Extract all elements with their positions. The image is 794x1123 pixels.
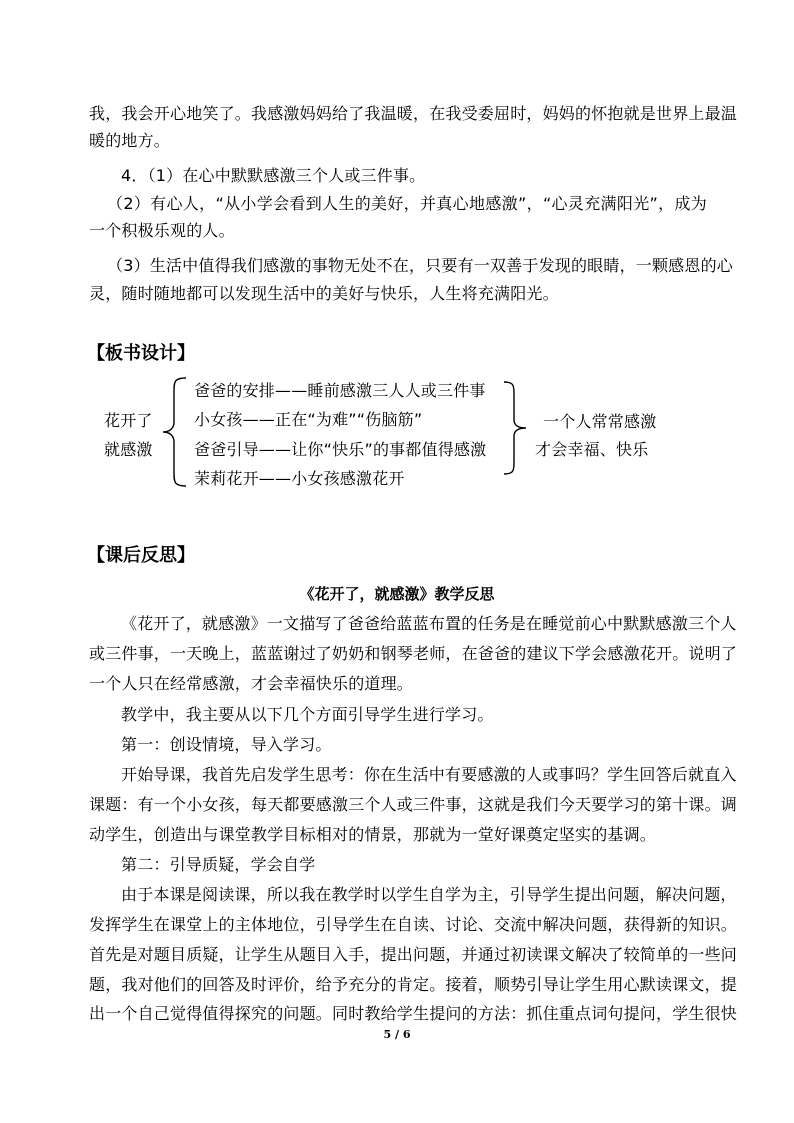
reflection-line: 题，我对他们的回答及时评价，给予充分的肯定。接着，顺势引导让学生用心默读课文，提 <box>89 975 738 994</box>
reflection-line: 动学生，创造出与课堂教学目标相对的情景，那就为一堂好课奠定坚实的基调。 <box>89 825 657 844</box>
answer-4-3-line1: （3）生活中值得我们感激的事物无处不在，只要有一双善于发现的眼睛，一颗感恩的心 <box>107 256 733 275</box>
reflection-line: 课题：有一个小女孩，每天都要感激三个人或三件事，这就是我们今天要学习的第十课。调 <box>89 795 738 814</box>
paragraph-line: 我，我会开心地笑了。我感激妈妈给了我温暖，在我受委屈时，妈妈的怀抱就是世界上最温 <box>89 104 738 123</box>
board-item: 小女孩——正在“为难”“伤脑筋” <box>194 410 423 429</box>
board-design-heading: 【板书设计】 <box>87 343 195 364</box>
reflection-line: 开始导课，我首先启发学生思考：你在生活中有要感激的人或事吗？学生回答后就直入 <box>121 765 737 784</box>
reflection-title: 《花开了，就感激》教学反思 <box>299 585 495 603</box>
board-conclusion-line2: 才会幸福、快乐 <box>535 440 649 459</box>
reflection-line: 《花开了，就感激》一文描写了爸爸给蓝蓝布置的任务是在睡觉前心中默默感激三个人 <box>121 614 737 633</box>
answer-4-1: 4．（1）在心中默默感激三个人或三件事。 <box>121 166 426 185</box>
reflection-heading: 【课后反思】 <box>87 545 195 566</box>
answer-4-3-line2: 灵，随时随地都可以发现生活中的美好与快乐，人生将充满阳光。 <box>89 284 559 303</box>
reflection-line: 或三件事，一天晚上，蓝蓝谢过了奶奶和钢琴老师，在爸爸的建议下学会感激花开。说明了 <box>89 644 738 663</box>
board-conclusion-line1: 一个人常常感激 <box>543 412 657 431</box>
reflection-line: 发挥学生在课堂上的主体地位，引导学生在自读、讨论、交流中解决问题，获得新的知识。 <box>89 915 738 934</box>
board-title-line2: 就感激 <box>104 440 153 459</box>
board-title-line1: 花开了 <box>104 411 153 430</box>
board-item: 爸爸的安排——睡前感激三人人或三件事 <box>194 381 486 400</box>
reflection-line: 第二：引导质疑，学会自学 <box>121 855 316 874</box>
page-number: 5 / 6 <box>383 1028 411 1041</box>
answer-4-2-line1: （2）有心人，“从小学会看到人生的美好，并真心地感激”，“心灵充满阳光”，成为 <box>107 194 707 213</box>
board-item: 爸爸引导——让你“快乐”的事都值得感激 <box>194 440 487 459</box>
reflection-line: 出一个自己觉得值得探究的问题。同时教给学生提问的方法：抓住重点词句提问，学生很快 <box>89 1004 738 1023</box>
reflection-line: 第一：创设情境，导入学习。 <box>121 735 332 754</box>
answer-4-2-line2: 一个积极乐观的人。 <box>89 221 235 240</box>
reflection-line: 由于本课是阅读课，所以我在教学时以学生自学为主，引导学生提出问题，解决问题， <box>121 885 737 904</box>
paragraph-line: 暖的地方。 <box>89 131 171 150</box>
reflection-line: 一个人只在经常感激，才会幸福快乐的道理。 <box>89 674 414 693</box>
reflection-line: 首先是对题目质疑，让学生从题目入手，提出问题，并通过初读课文解决了较简单的一些问 <box>89 945 738 964</box>
reflection-line: 教学中，我主要从以下几个方面引导学生进行学习。 <box>121 705 494 724</box>
right-brace-icon <box>500 380 530 476</box>
board-item: 茉莉花开——小女孩感激花开 <box>194 469 405 488</box>
left-brace-icon <box>160 376 190 488</box>
